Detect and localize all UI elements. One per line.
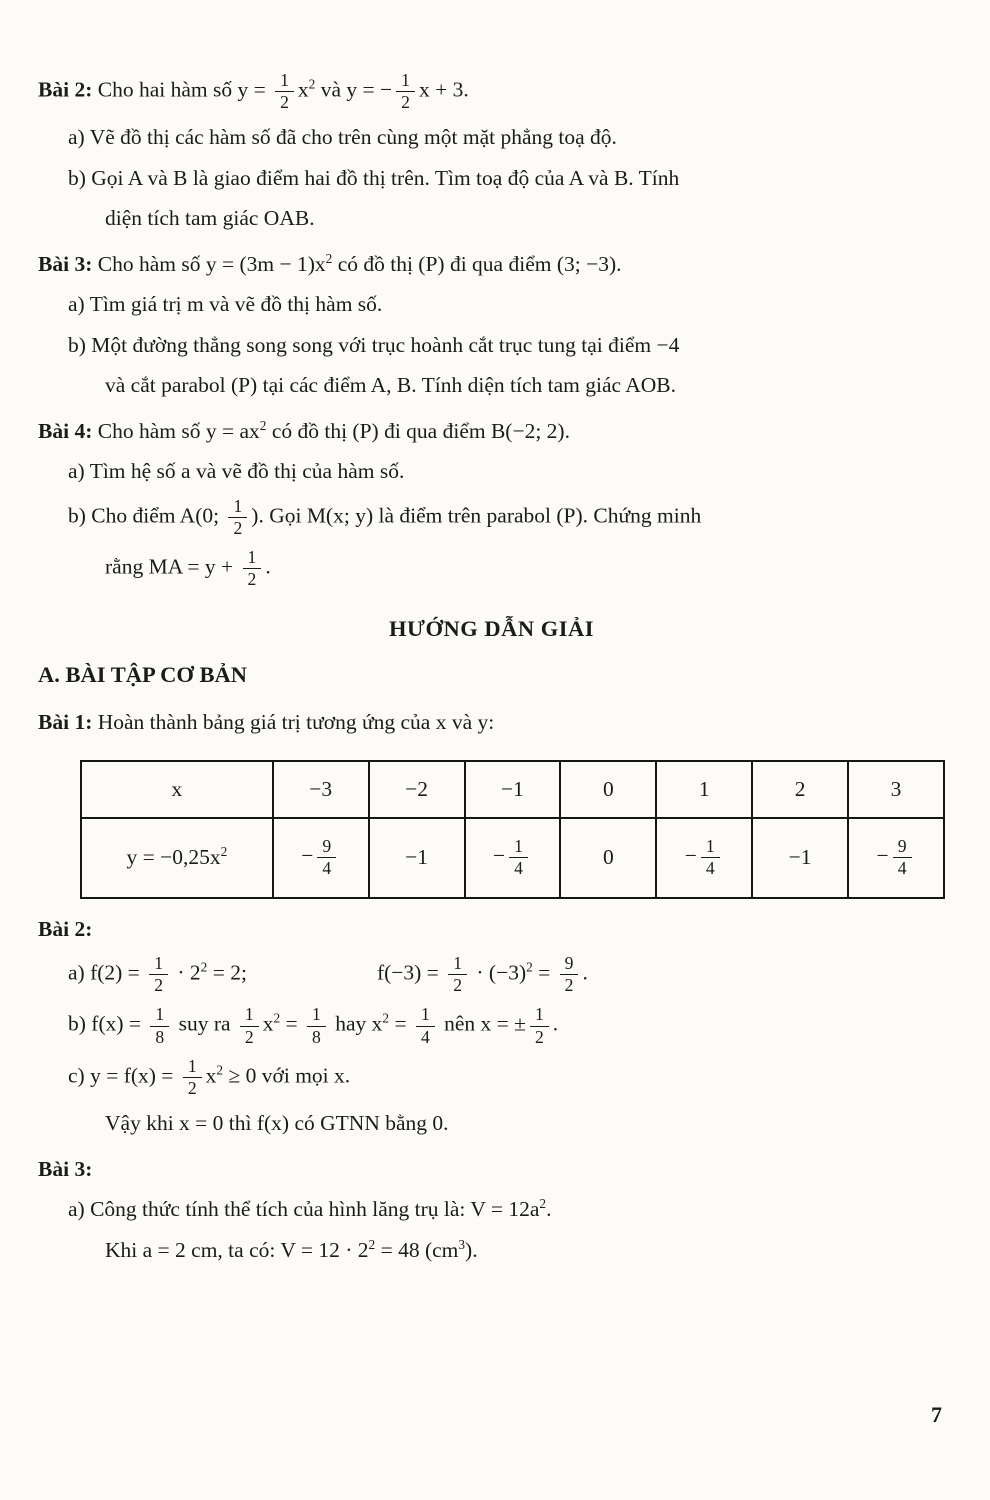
fraction-denominator: 4 bbox=[509, 857, 528, 879]
continuation-line: và cắt parabol (P) tại các điểm A, B. Tính diện tích tam giác AOB. bbox=[105, 372, 676, 397]
exponent: 2 bbox=[382, 1010, 390, 1026]
list-item: a) Vẽ đồ thị các hàm số đã cho trên cùng một mặt phẳng toạ độ. bbox=[68, 125, 617, 150]
table-cell: 0 bbox=[560, 818, 656, 898]
fraction-denominator: 4 bbox=[701, 857, 720, 879]
fraction bbox=[307, 1004, 326, 1047]
fraction-numerator: 1 bbox=[280, 70, 289, 90]
bold-label: Bài 3: bbox=[38, 252, 93, 277]
table-cell: −3 bbox=[273, 761, 369, 818]
exponent: 3 bbox=[458, 1236, 466, 1252]
exponent: 2 bbox=[273, 1010, 281, 1026]
list-item: a) Tìm giá trị m và vẽ đồ thị hàm số. bbox=[68, 292, 383, 317]
fraction-numerator: 1 bbox=[705, 836, 715, 857]
problem-lead: Bài 2: Cho hai hàm số y = $\frac{1}{2}$ $x^2$ và y = − $\frac{1}{2}$ x + 3. bbox=[38, 70, 469, 113]
fraction-denominator: 2 bbox=[183, 1077, 202, 1099]
table-cell: − $\frac{1}{4}$ bbox=[465, 818, 561, 898]
fraction-numerator: 1 bbox=[514, 836, 523, 857]
exponent: 2 bbox=[325, 250, 333, 266]
fraction bbox=[183, 1056, 202, 1099]
table-cell: − $\frac{1}{4}$ bbox=[656, 818, 752, 898]
continuation-line: rằng MA = y + $\frac{1}{2}$ . bbox=[105, 546, 271, 589]
fraction-numerator: 1 bbox=[312, 1004, 321, 1025]
list-item: b) f(x) = $\frac{1}{8}$ suy ra $\frac{1}{2}$ $x^2$ = $\frac{1}{8}$ hay $x^2$ = $\frac{1}{4}$ nên x = ± $\frac{1}{2}$ . bbox=[68, 1004, 559, 1047]
fraction bbox=[396, 70, 415, 113]
exponent: 2 bbox=[200, 959, 208, 975]
fraction-numerator: 1 bbox=[247, 546, 257, 567]
fraction-numerator: 9 bbox=[564, 953, 574, 974]
problem-lead: Bài 4: Cho hàm số $y = ax^2$ có đồ thị (P) đi qua điểm B(−2; 2). bbox=[38, 417, 570, 444]
list-item: b) Cho điểm A(0; $\frac{1}{2}$ ). Gọi M(x; y) là điểm trên parabol (P). Chứng minh bbox=[68, 495, 702, 538]
table-cell: 2 bbox=[752, 761, 848, 818]
section-heading: HƯỚNG DẪN GIẢI bbox=[389, 616, 594, 642]
fraction bbox=[560, 953, 579, 996]
table-cell: −1 bbox=[465, 761, 561, 818]
fraction-denominator: 2 bbox=[396, 91, 415, 113]
fraction-denominator: 4 bbox=[416, 1026, 435, 1048]
fraction-denominator: 2 bbox=[560, 974, 579, 996]
bold-label: Bài 4: bbox=[38, 419, 93, 444]
document-content bbox=[38, 70, 945, 1266]
fraction-numerator: 1 bbox=[154, 953, 163, 974]
table-row bbox=[81, 761, 944, 818]
table-cell: 3 bbox=[848, 761, 944, 818]
fraction-denominator: 2 bbox=[275, 91, 294, 113]
fraction-numerator: 1 bbox=[155, 1004, 165, 1025]
bold-label: Bài 2: bbox=[38, 916, 93, 941]
problem-lead: Bài 1: Hoàn thành bảng giá trị tương ứng của x và y: bbox=[38, 709, 495, 734]
exponent: 2 bbox=[368, 1236, 376, 1252]
exponent: 2 bbox=[216, 1062, 224, 1078]
table-cell: − $\frac{9}{4}$ bbox=[273, 818, 369, 898]
fraction-denominator: 2 bbox=[240, 1026, 259, 1048]
exponent: 2 bbox=[308, 76, 316, 92]
fraction-denominator: 2 bbox=[149, 974, 168, 996]
fraction-numerator: 1 bbox=[187, 1055, 197, 1076]
table-cell: −1 bbox=[369, 818, 465, 898]
fraction bbox=[893, 836, 912, 879]
page-number: 7 bbox=[931, 1402, 942, 1427]
list-item: b) Một đường thẳng song song với trục hoành cắt trục tung tại điểm −4 bbox=[68, 332, 680, 357]
fraction-numerator: 9 bbox=[322, 836, 332, 857]
fraction bbox=[701, 836, 720, 879]
table-cell: − $\frac{9}{4}$ bbox=[848, 818, 944, 898]
list-item: c) y = f(x) = $\frac{1}{2}$ $x^2 \ge 0$ với mọi x. bbox=[68, 1055, 351, 1098]
list-item: a) Tìm hệ số a và vẽ đồ thị của hàm số. bbox=[68, 459, 405, 484]
list-item: a) f(2) = $\frac{1}{2}$ · $2^2 = 2$; f(−3) = $\frac{1}{2}$ · $(-3)^2$ = $\frac{9}{2}$ . bbox=[68, 953, 588, 996]
fraction-denominator: 8 bbox=[307, 1026, 326, 1048]
bold-label: Bài 3: bbox=[38, 1157, 93, 1182]
fraction-denominator: 4 bbox=[317, 857, 336, 879]
fraction-denominator: 2 bbox=[228, 517, 247, 539]
fraction bbox=[275, 70, 294, 113]
exponent: 2 bbox=[259, 417, 267, 433]
table-cell: 1 bbox=[656, 761, 752, 818]
fraction-numerator: 1 bbox=[420, 1004, 430, 1025]
fraction-denominator: 2 bbox=[243, 568, 262, 590]
table-row bbox=[81, 818, 944, 898]
fraction bbox=[240, 1004, 259, 1047]
subsection-heading: A. BÀI TẬP CƠ BẢN bbox=[38, 661, 247, 687]
problem-lead bbox=[38, 1153, 945, 1185]
list-item: a) Công thức tính thể tích của hình lăng trụ là: $V = 12a^2$. bbox=[68, 1196, 552, 1222]
fraction bbox=[228, 496, 247, 539]
fraction bbox=[243, 547, 262, 590]
table-cell: −2 bbox=[369, 761, 465, 818]
fraction-denominator: 4 bbox=[893, 857, 912, 879]
fraction bbox=[416, 1004, 435, 1047]
fraction-numerator: 9 bbox=[897, 836, 907, 857]
fraction-numerator: 1 bbox=[244, 1004, 254, 1025]
exponent: 2 bbox=[539, 1196, 547, 1212]
bold-label: Bài 1: bbox=[38, 709, 93, 734]
fraction-numerator: 1 bbox=[233, 495, 243, 516]
fraction-denominator: 2 bbox=[448, 974, 467, 996]
exponent: 2 bbox=[526, 959, 533, 975]
fraction-numerator: 1 bbox=[534, 1004, 544, 1025]
table-cell: $y = -0,25x^2$ bbox=[81, 818, 273, 898]
table-cell: 0 bbox=[560, 761, 656, 818]
fraction bbox=[530, 1004, 549, 1047]
fraction bbox=[150, 1004, 169, 1047]
table-cell: −1 bbox=[752, 818, 848, 898]
values-table bbox=[80, 760, 945, 899]
fraction-numerator: 1 bbox=[453, 953, 462, 974]
fraction-numerator: 1 bbox=[401, 70, 410, 90]
table-cell: x bbox=[81, 761, 273, 818]
problem-lead: Bài 3: Cho hàm số $y = (3m - 1)x^2$ có đồ thị (P) đi qua điểm (3; −3). bbox=[38, 250, 622, 277]
list-item: b) Gọi A và B là giao điểm hai đồ thị trên. Tìm toạ độ của A và B. Tính bbox=[68, 165, 680, 190]
fraction bbox=[317, 836, 336, 879]
continuation-line: Vậy khi x = 0 thì f(x) có GTNN bằng 0. bbox=[105, 1110, 449, 1135]
fraction bbox=[509, 836, 528, 879]
fraction-denominator: 8 bbox=[150, 1026, 169, 1048]
bold-label: Bài 2: bbox=[38, 77, 93, 102]
fraction bbox=[149, 953, 168, 996]
fraction-denominator: 2 bbox=[530, 1026, 549, 1048]
problem-lead bbox=[38, 913, 945, 945]
continuation-line: Khi a = 2 cm, ta có: $V = 12 \cdot 2^2 = 48$ $(cm^3)$. bbox=[105, 1236, 478, 1262]
fraction bbox=[448, 953, 467, 996]
continuation-line: diện tích tam giác OAB. bbox=[105, 205, 315, 230]
exponent: 2 bbox=[220, 844, 228, 860]
